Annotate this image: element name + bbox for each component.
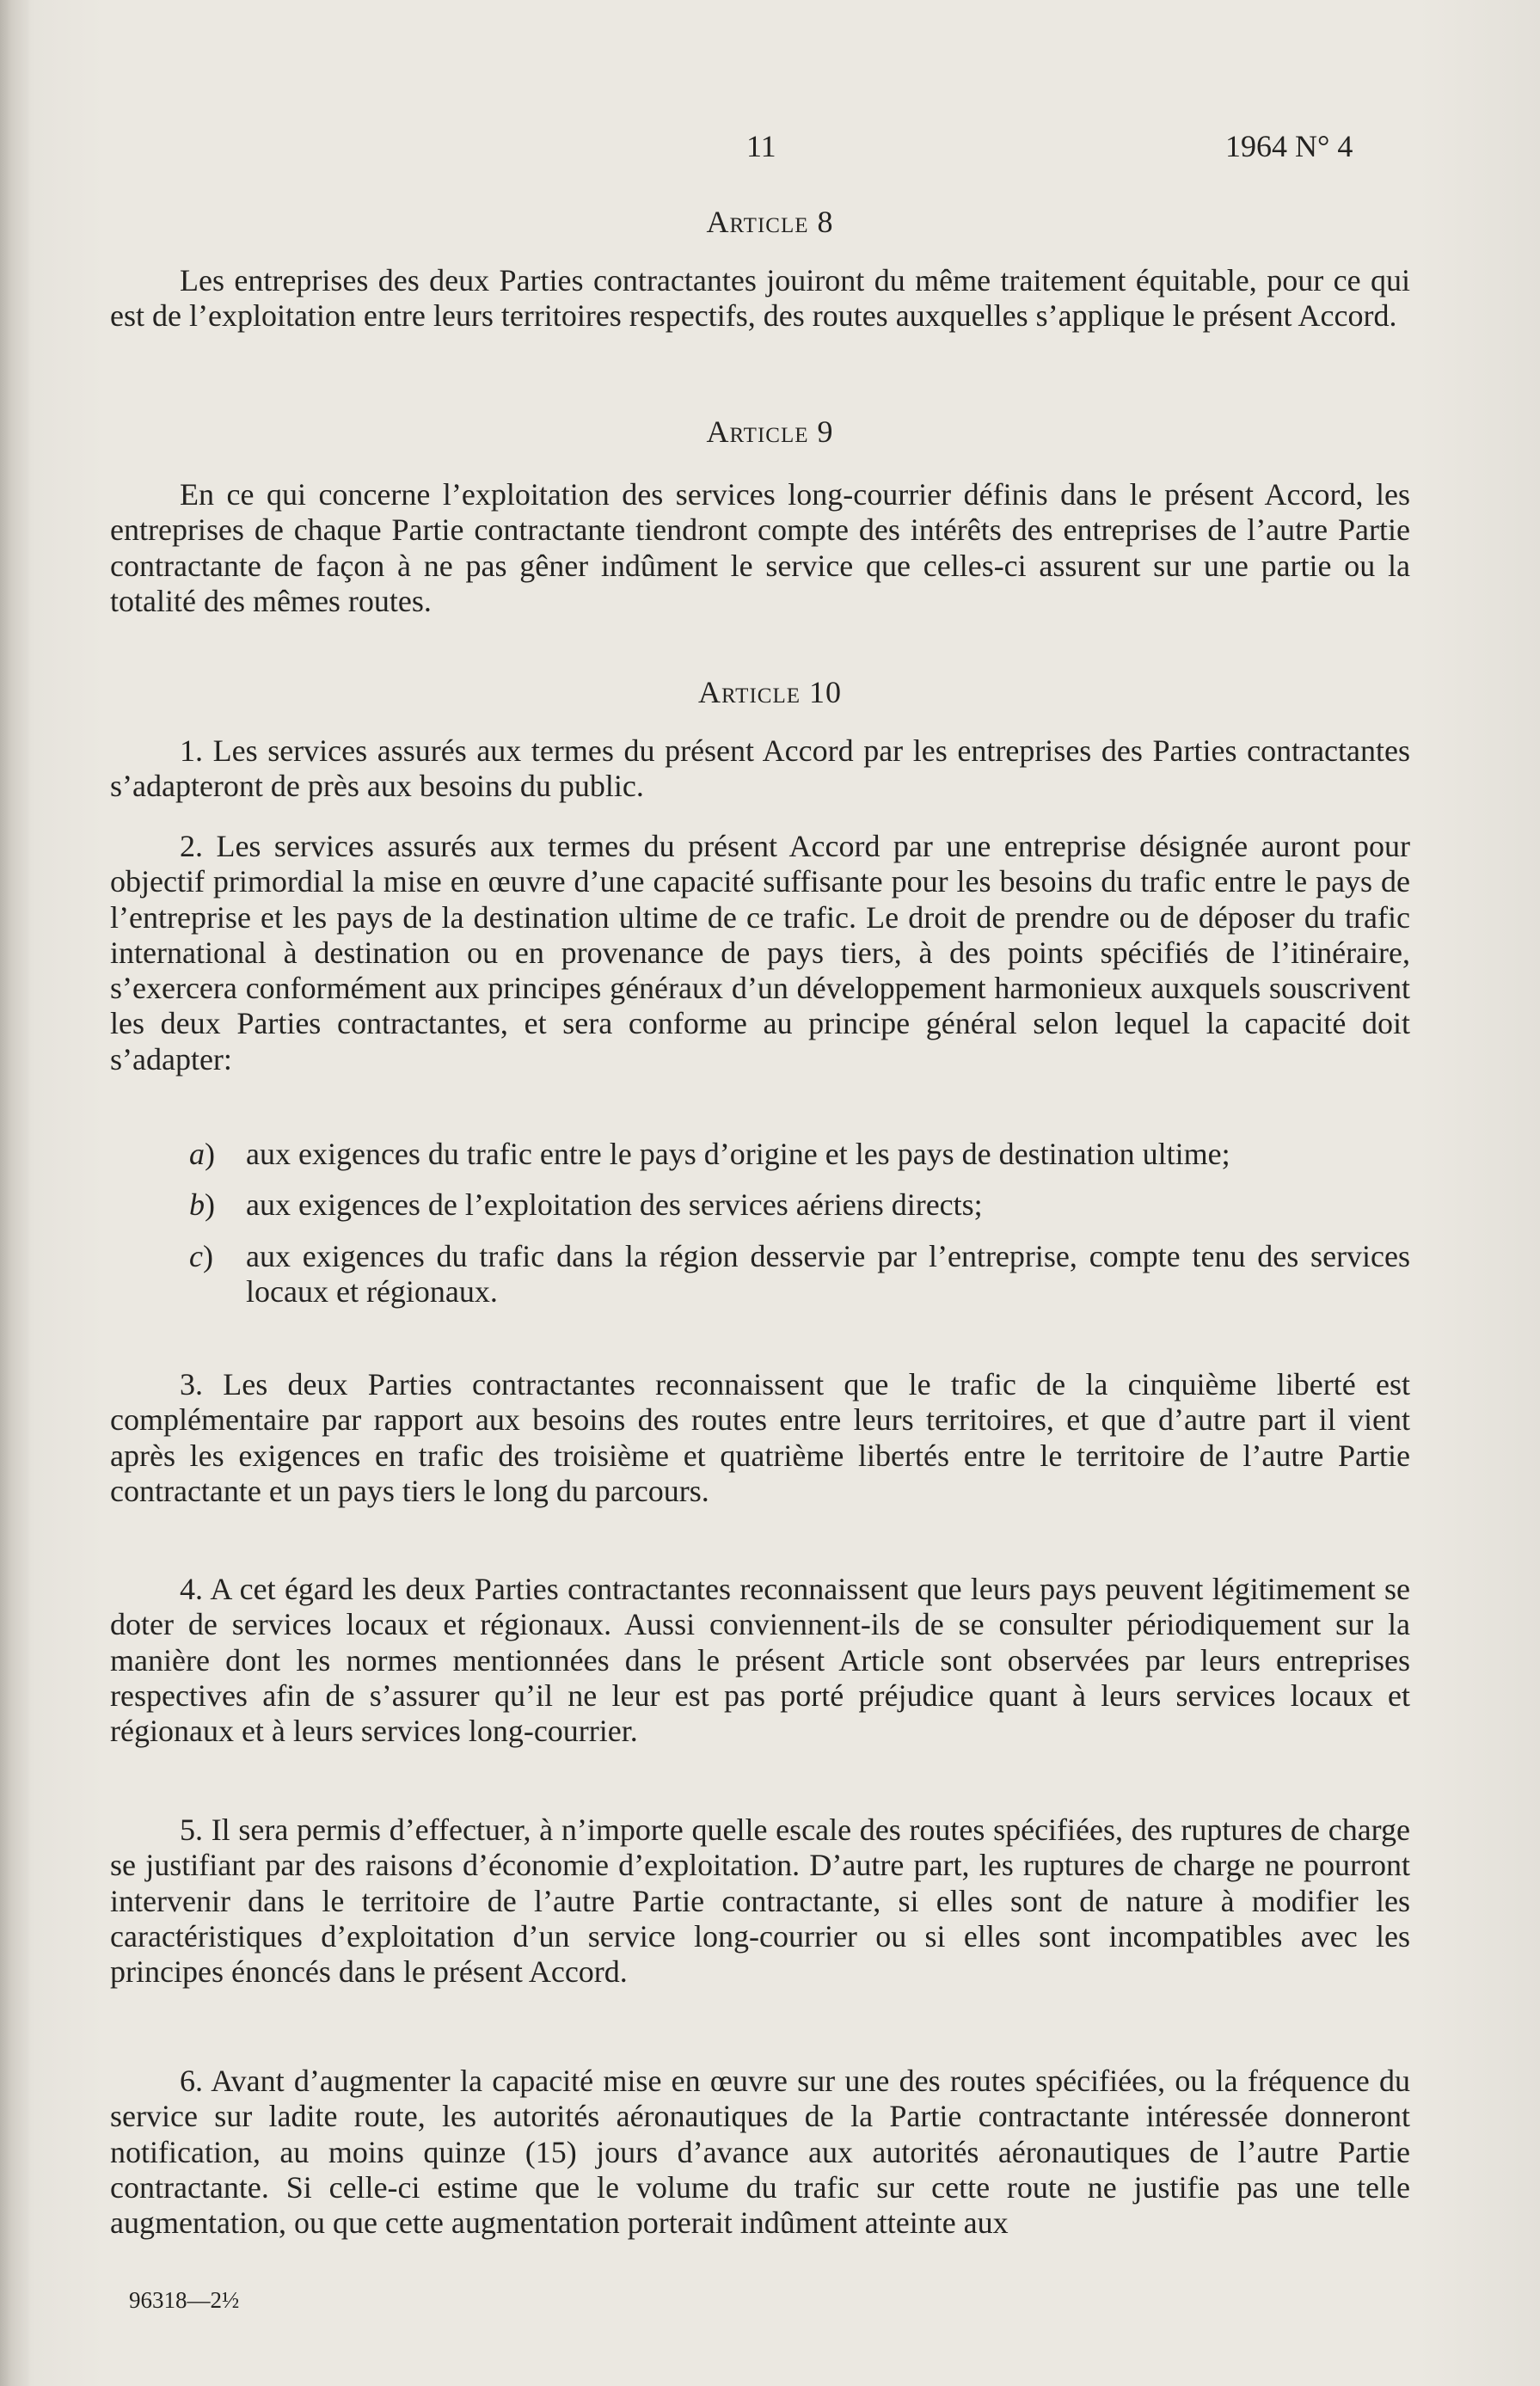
article-8-body: [110, 263, 1410, 334]
article-10-paragraph-2-block: [110, 829, 1410, 1077]
journal-reference: 1964 N° 4: [1225, 129, 1353, 163]
list-item-c: [110, 1239, 1410, 1310]
article-8-heading: Article 8: [706, 205, 834, 239]
article-9-paragraph: En ce qui concerne l’exploitation des services long-courrier définis dans le présent Accord, les entreprises de chaque Partie contractante tiendront compte des intérêts des entreprises de l’autre Partie contractante de façon à ne pas gêner indûment le service que celles-ci assurent sur une partie ou la totalité des mêmes routes.: [110, 477, 1410, 618]
article-10-heading: Article 10: [698, 675, 842, 709]
capacity-criteria-list: [110, 1137, 1410, 1310]
list-item-a: [110, 1137, 1410, 1172]
list-item-b: [110, 1187, 1410, 1223]
article-10-paragraph-5: 5. Il sera permis d’effectuer, à n’importe quelle escale des routes spécifiées, des ruptures de charge se justifiant par des raisons d’économie d’exploitation. D’autre part, les ruptures de charge ne pourront intervenir dans le territoire de l’autre Partie contractante, si elles sont de nature à modifier les caractéristiques d’exploitation d’un service long-courrier ou si elles sont incompatibles avec les principes énoncés dans le présent Accord.: [110, 1813, 1410, 1990]
list-marker-c: c): [189, 1238, 213, 1273]
binding-edge: [0, 0, 29, 2386]
list-item-c-text: aux exigences du trafic dans la région desservie par l’entreprise, compte tenu des services locaux et régionaux.: [246, 1238, 1410, 1309]
page-number: 11: [746, 129, 776, 163]
article-10-paragraph-5-block: [110, 1813, 1410, 1990]
article-10-paragraph-4: 4. A cet égard les deux Parties contractantes reconnaissent que leurs pays peuvent légitimement se doter de services locaux et régionaux. Aussi conviennent-ils de se consulter périodiquement sur la manière dont les normes mentionnées dans le présent Article sont observées par leurs entreprises respectives afin de s’assurer qu’il ne leur est pas porté préjudice quant à leurs services locaux et régionaux et à leurs services long-courrier.: [110, 1572, 1410, 1749]
list-marker-b: b): [189, 1187, 215, 1223]
article-10-paragraph-6-block: [110, 2064, 1410, 2241]
article-9-body: [110, 477, 1410, 619]
article-10-paragraph-3-block: [110, 1367, 1410, 1509]
article-10-paragraph-2: 2. Les services assurés aux termes du présent Accord par une entreprise désignée auront pour objectif primordial la mise en œuvre d’une capacité suffisante pour les besoins du trafic entre le pays de l’entreprise et les pays de la destination ultime de ce trafic. Le droit de prendre ou de déposer du trafic international à destination ou en provenance de pays tiers, à des points spécifiés de l’itinéraire, s’exercera conformément aux principes généraux d’un développement harmonieux auxquels souscrivent les deux Parties contractantes, et sera conforme au principe général selon lequel la capacité doit s’adapter:: [110, 829, 1410, 1076]
article-9-heading: Article 9: [706, 414, 834, 449]
article-8-paragraph: Les entreprises des deux Parties contractantes jouiront du même traitement équitable, pour ce qui est de l’exploitation entre leurs territoires respectifs, des routes auxquelles s’applique le présent Accord.: [110, 263, 1410, 334]
article-10-paragraph-1-block: [110, 733, 1410, 805]
article-10-paragraph-1: 1. Les services assurés aux termes du présent Accord par les entreprises des Parties contractantes s’adapteront de près aux besoins du public.: [110, 733, 1410, 804]
article-10-paragraph-4-block: [110, 1572, 1410, 1749]
list-item-a-text: aux exigences du trafic entre le pays d’origine et les pays de destination ultime;: [246, 1137, 1230, 1171]
list-item-b-text: aux exigences de l’exploitation des services aériens directs;: [246, 1187, 983, 1223]
running-header: [0, 129, 1540, 168]
list-marker-a: a): [189, 1137, 215, 1171]
printer-code: 96318—2½: [129, 2287, 240, 2313]
article-10-paragraph-6: 6. Avant d’augmenter la capacité mise en œuvre sur une des routes spécifiées, ou la fréquence du service sur ladite route, les autorités aéronautiques de la Partie contractante intéressée donneront notification, au moins quinze (15) jours d’avance aux autorités aéronautiques de l’autre Partie contractante. Si celle-ci estime que le volume du trafic sur cette route ne justifie pas une telle augmentation, ou que cette augmentation porterait indûment atteinte aux: [110, 2064, 1410, 2241]
article-10-paragraph-3: 3. Les deux Parties contractantes reconnaissent que le trafic de la cinquième liberté est complémentaire par rapport aux besoins des routes entre leurs territoires, et que d’autre part il vient après les exigences en trafic des troisième et quatrième libertés entre le territoire de l’autre Partie contractante et un pays tiers le long du parcours.: [110, 1367, 1410, 1508]
